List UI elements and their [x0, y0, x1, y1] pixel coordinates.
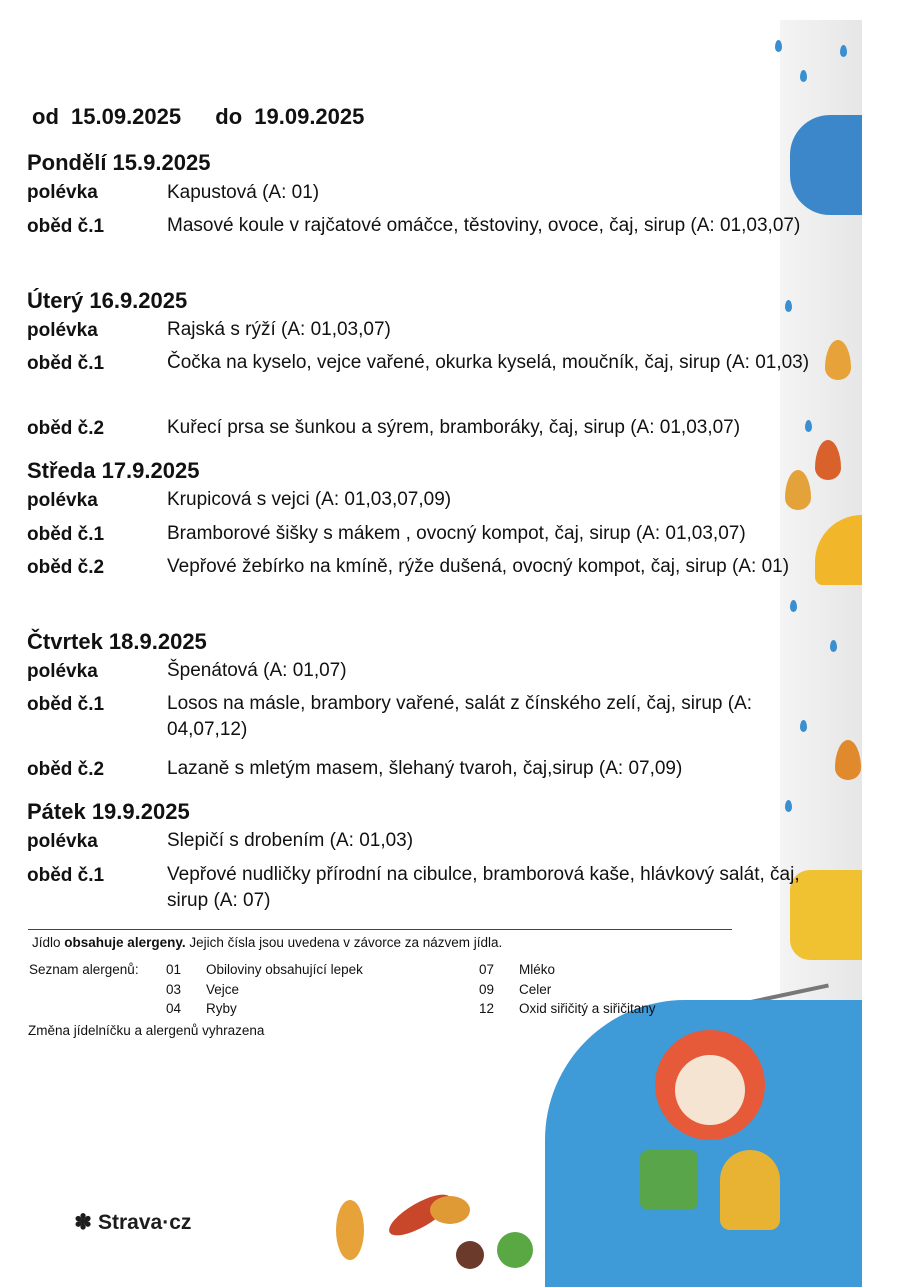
allergen-code: 12 [479, 1001, 495, 1016]
dog-illustration [720, 1150, 780, 1230]
meal-label: oběd č.2 [27, 418, 105, 439]
day-title-tuesday: Úterý 16.9.2025 [27, 288, 188, 313]
divider-line [28, 929, 732, 930]
to-date: 19.09.2025 [254, 104, 365, 129]
girl-face-illustration [675, 1055, 745, 1125]
from-label: od [32, 104, 59, 129]
allergen-code: 01 [166, 962, 182, 977]
allergen-name: Vejce [206, 982, 240, 997]
meal-label: polévka [27, 831, 98, 852]
to-label: do [215, 104, 243, 129]
day-title-monday: Pondělí 15.9.2025 [27, 150, 211, 175]
raindrop-icon [775, 40, 782, 52]
from-date: 15.09.2025 [71, 104, 182, 129]
tea-mug-illustration [640, 1150, 698, 1210]
meal-label: oběd č.1 [27, 524, 105, 545]
meal-label: oběd č.1 [27, 865, 105, 886]
clover-icon: ✽ [74, 1211, 92, 1234]
meal-label: oběd č.1 [27, 353, 105, 374]
meal-text: Masové koule v rajčatové omáčce, těstoviny, ovoce, čaj, sirup (A: 01,03,07) [167, 215, 801, 236]
raindrop-icon [840, 45, 847, 57]
day-title-thursday: Čtvrtek 18.9.2025 [27, 629, 207, 654]
allergen-name: Celer [519, 982, 552, 997]
meal-label: polévka [27, 661, 98, 682]
allergen-list-label: Seznam alergenů: [29, 962, 139, 977]
allergen-name: Mléko [519, 962, 556, 977]
day-title-friday: Pátek 19.9.2025 [27, 799, 190, 824]
fallen-leaves-illustration [320, 1185, 560, 1285]
allergen-code: 07 [479, 962, 495, 977]
raindrop-icon [830, 640, 837, 652]
footer-note: Změna jídelníčku a alergenů vyhrazena [28, 1023, 265, 1038]
raindrop-icon [785, 800, 792, 812]
meal-text: Špenátová (A: 01,07) [167, 660, 347, 681]
allergen-note-prefix: Jídlo [32, 935, 61, 950]
meal-text: Slepičí s drobením (A: 01,03) [167, 830, 414, 851]
meal-label: oběd č.1 [27, 694, 105, 715]
day-title-wednesday: Středa 17.9.2025 [27, 458, 200, 483]
allergen-note-suffix: Jejich čísla jsou uvedena v závorce za názvem jídla. [189, 935, 503, 950]
meal-text: Krupicová s vejci (A: 01,03,07,09) [167, 489, 452, 510]
meal-label: polévka [27, 320, 98, 341]
meal-label: oběd č.2 [27, 759, 105, 780]
menu-date-range [32, 104, 370, 130]
allergen-name: Obiloviny obsahující lepek [206, 962, 363, 977]
allergen-note [32, 935, 502, 950]
meal-text: Bramborové šišky s mákem , ovocný kompot, čaj, sirup (A: 01,03,07) [167, 523, 746, 544]
meal-text: Lazaně s mletým masem, šlehaný tvaroh, čaj,sirup (A: 07,09) [167, 758, 683, 779]
meal-text: Rajská s rýží (A: 01,03,07) [167, 319, 391, 340]
meal-text: Losos na másle, brambory vařené, salát z čínského zelí, čaj, sirup (A: 04,07,12) [167, 693, 753, 740]
strava-logo [72, 1210, 191, 1235]
meal-text: Vepřové žebírko na kmíně, rýže dušená, ovocný kompot, čaj, sirup (A: 01) [167, 556, 790, 577]
allergen-code: 03 [166, 982, 182, 997]
allergen-name: Ryby [206, 1001, 237, 1016]
allergen-code: 09 [479, 982, 495, 997]
allergen-note-bold: obsahuje alergeny. [64, 935, 186, 950]
raindrop-icon [800, 70, 807, 82]
meal-text: Čočka na kyselo, vejce vařené, okurka kyselá, moučník, čaj, sirup (A: 01,03) [167, 352, 810, 373]
meal-label: oběd č.1 [27, 216, 105, 237]
meal-text: Kuřecí prsa se šunkou a sýrem, bramboráky, čaj, sirup (A: 01,03,07) [167, 417, 741, 438]
raindrop-icon [790, 600, 797, 612]
allergen-code: 04 [166, 1001, 182, 1016]
meal-label: polévka [27, 490, 98, 511]
raindrop-icon [785, 300, 792, 312]
meal-label: oběd č.2 [27, 557, 105, 578]
meal-label: polévka [27, 182, 98, 203]
allergen-name: Oxid siřičitý a siřičitany [519, 1001, 656, 1016]
logo-text: Strava·cz [98, 1211, 192, 1234]
meal-text: Vepřové nudličky přírodní na cibulce, bramborová kaše, hlávkový salát, čaj, sirup (A: 07) [167, 864, 800, 911]
meal-text: Kapustová (A: 01) [167, 182, 320, 203]
